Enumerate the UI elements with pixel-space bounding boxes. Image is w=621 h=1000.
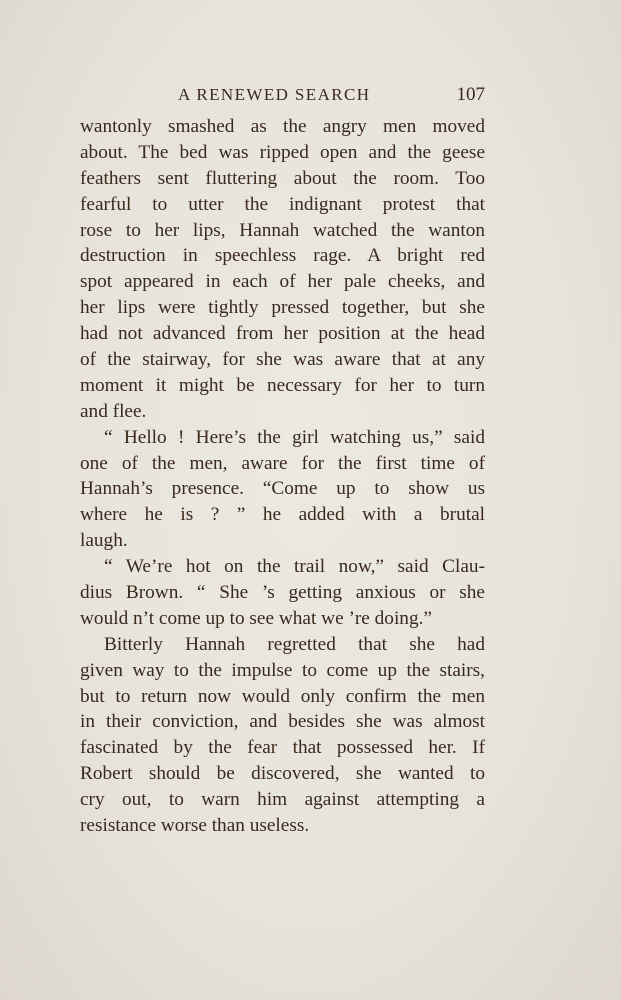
text-line: fearful to utter the indignant protest that — [80, 193, 485, 215]
text-line: in their conviction, and besides she was almost — [80, 711, 485, 733]
text-line: wantonly smashed as the angry men moved — [80, 116, 485, 137]
running-title: A RENEWED SEARCH — [178, 85, 371, 104]
running-head — [80, 82, 485, 108]
text-line: Robert should be discovered, she wanted to — [80, 763, 485, 785]
text-line: fascinated by the fear that possessed her. If — [80, 737, 485, 759]
text-line: one of the men, aware for the first time of — [80, 452, 485, 474]
text-line: laugh. — [80, 530, 128, 552]
text-line: where he is ? ” he added with a brutal — [80, 504, 485, 526]
text-line: destruction in speechless rage. A bright red — [80, 245, 485, 267]
text-line: feathers sent fluttering about the room. Too — [80, 167, 485, 189]
text-line: “ Hello ! Here’s the girl watching us,” said — [104, 426, 485, 448]
text-line: rose to her lips, Hannah watched the wanton — [80, 219, 485, 241]
text-line: of the stairway, for she was aware that at any — [80, 349, 485, 371]
text-line: her lips were tightly pressed together, but she — [80, 297, 485, 319]
text-line: Bitterly Hannah regretted that she had — [104, 633, 485, 655]
body-text — [80, 114, 485, 839]
text-line: had not advanced from her position at the head — [80, 323, 485, 345]
text-line: moment it might be necessary for her to turn — [80, 374, 485, 396]
page-number: 107 — [456, 84, 485, 105]
text-line: about. The bed was ripped open and the geese — [80, 141, 485, 163]
text-line: Hannah’s presence. “Come up to show us — [80, 478, 485, 500]
text-line: cry out, to warn him against attempting a — [80, 789, 485, 811]
text-line: would n’t come up to see what we ’re doing.” — [80, 607, 432, 629]
text-line: dius Brown. “ She ’s getting anxious or she — [80, 582, 485, 604]
text-line: but to return now would only confirm the men — [80, 685, 485, 707]
text-line: given way to the impulse to come up the stairs, — [80, 659, 485, 681]
text-line: and flee. — [80, 400, 147, 422]
text-line: “ We’re hot on the trail now,” said Clau- — [104, 556, 485, 578]
text-line: resistance worse than useless. — [80, 815, 310, 837]
text-line: spot appeared in each of her pale cheeks, and — [80, 271, 485, 293]
